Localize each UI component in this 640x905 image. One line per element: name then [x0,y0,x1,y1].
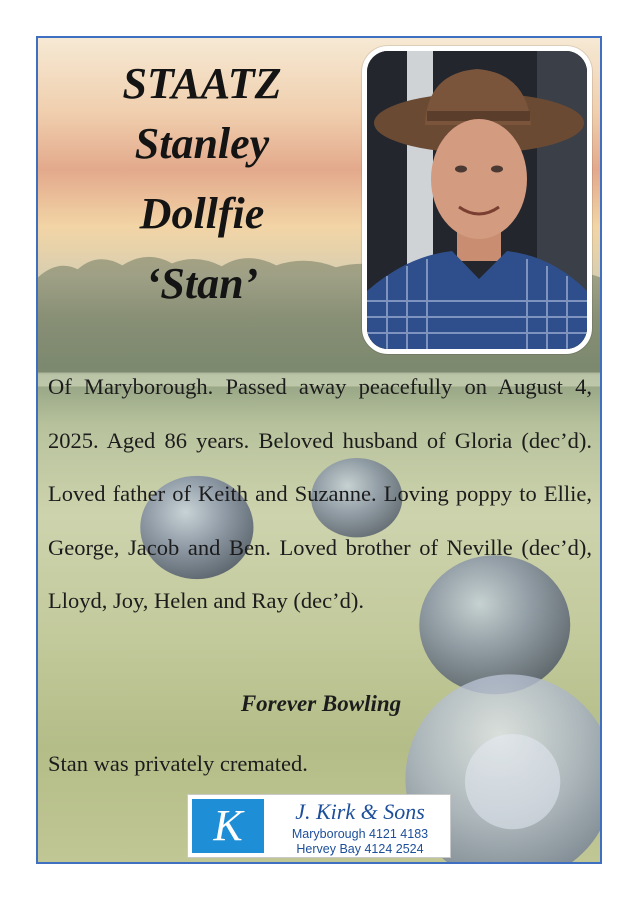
phone-maryborough: Maryborough 4121 4183 [291,827,429,841]
tagline: Forever Bowling [240,691,402,716]
middle-name: Dollfie [139,189,265,238]
portrait-icon [367,51,587,349]
phone-hervey-bay: Hervey Bay 4124 2524 [296,842,424,856]
nickname: ‘Stan’ [145,259,259,308]
notice-body: Of Maryborough. Passed away peacefully on August 4, 2025. Aged 86 years. Beloved husband of Gloria (dec’d). Loved father of Keith and Suzanne. Loving poppy to Ellie, George, Jacob and Ben. Loved brother of Neville (dec’d), Lloyd, Joy, Helen and Ray (dec’d). [48,374,592,613]
deceased-name [52,59,352,326]
surname: STAATZ [122,59,282,108]
first-name: Stanley [134,119,270,168]
portrait-photo [362,46,592,354]
logo-mark-icon [192,799,264,853]
funeral-director-name: J. Kirk & Sons [295,799,425,824]
logo-letter: K [213,801,243,850]
notice-frame [36,36,602,864]
funeral-director-logo [187,794,451,858]
cremation-note: Stan was privately cremated. [48,751,308,776]
